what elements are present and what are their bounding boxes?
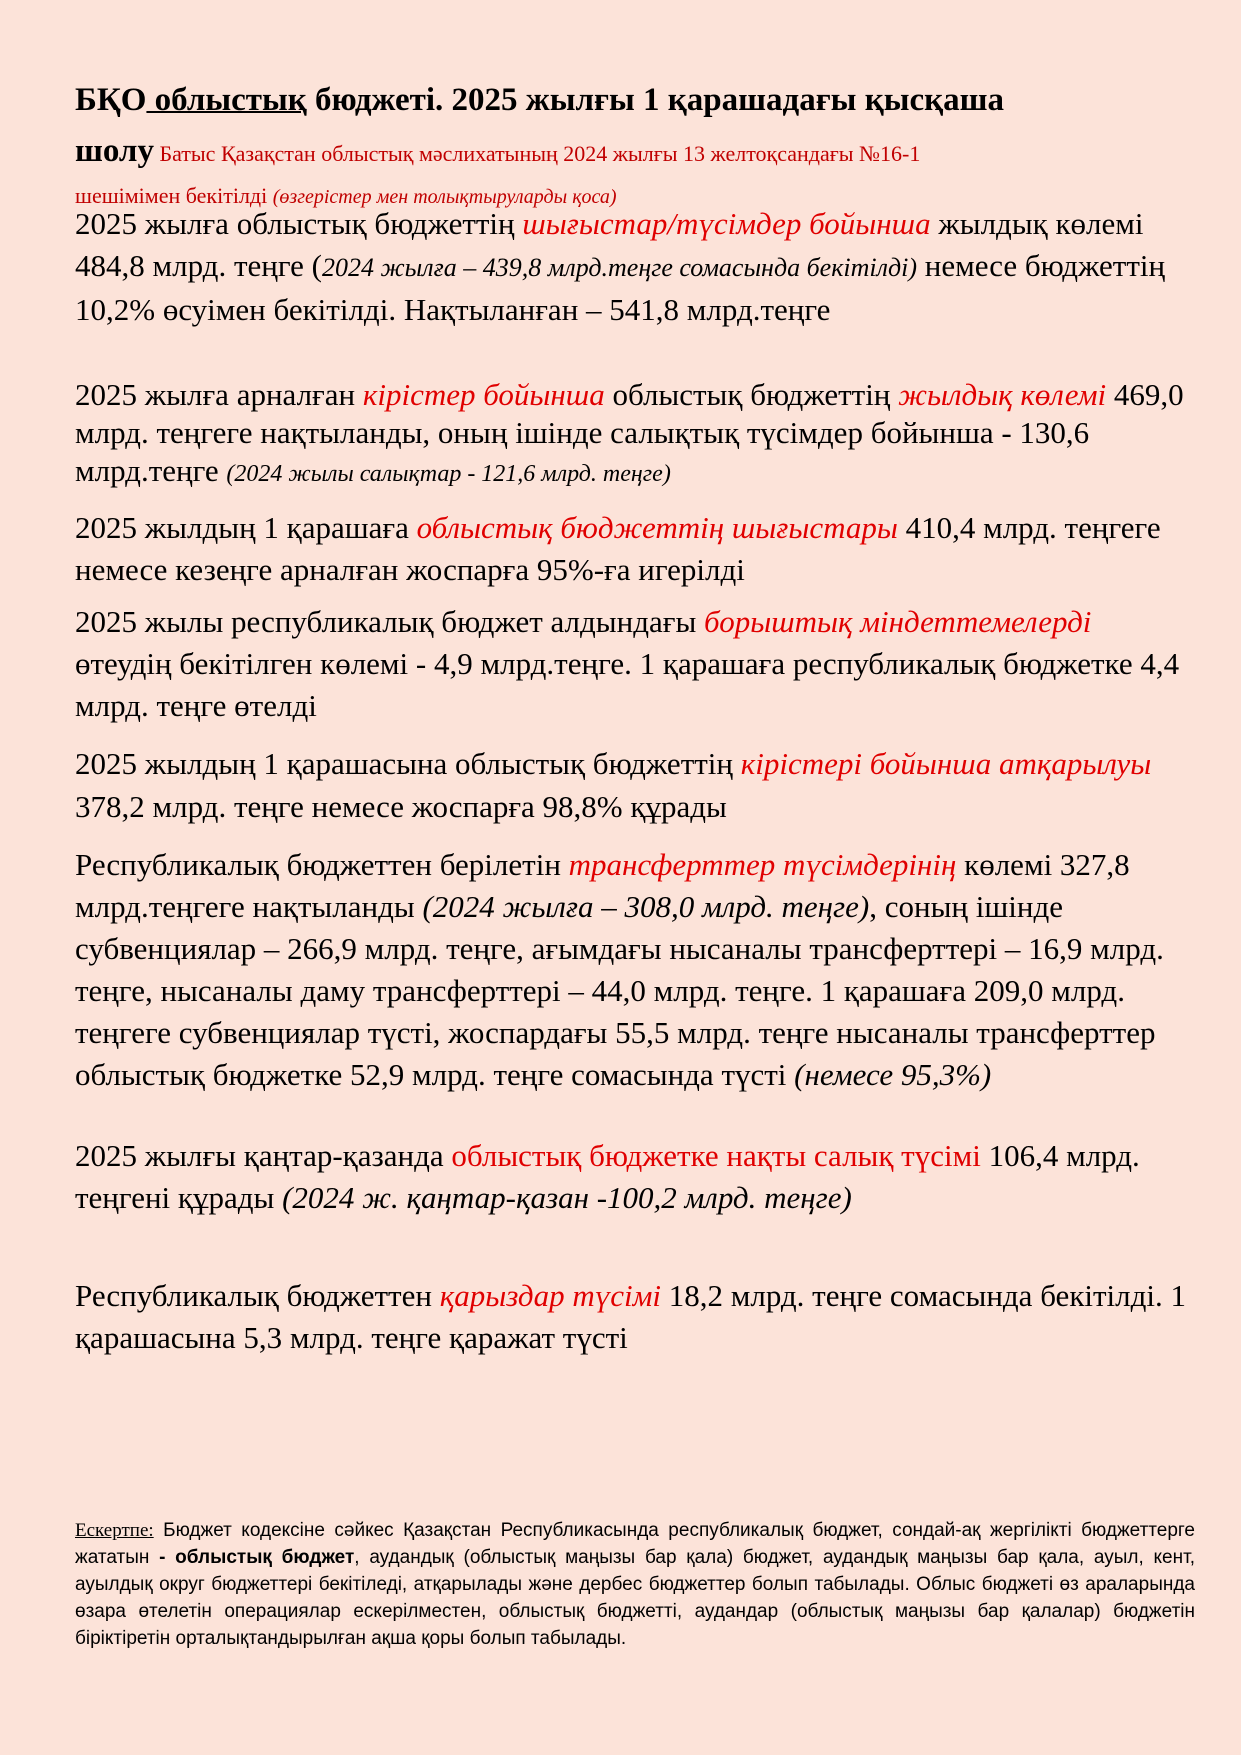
text-run: 2025 жылдың 1 қарашаға bbox=[75, 510, 417, 545]
highlighted-text-run: трансферттер түсімдерінің bbox=[568, 847, 957, 882]
paragraph-revenue-execution bbox=[75, 742, 1195, 828]
text-run: 378,2 млрд. теңге немесе жоспарға 98,8% құрады bbox=[75, 789, 727, 824]
text-run: 106,4 млрд. теңгені құрады bbox=[75, 1138, 1140, 1215]
footnote-text-1: Бюджет кодексіне сәйкес Қазақстан Республикасында республикалық бюджет, сондай-ақ жергілікті бюджеттерге жататын bbox=[75, 1520, 1195, 1568]
paragraph-revenue-volume bbox=[75, 376, 1195, 493]
title-prefix: БҚО bbox=[75, 82, 147, 118]
text-run: 18,2 млрд. теңге сомасында бекітілді. 1 қарашасына 5,3 млрд. теңге қаражат түсті bbox=[75, 1278, 1187, 1355]
footnote-text-2: , аудандық (облыстық маңызы бар қала) бюджет, аудандық маңызы бар қала, ауыл, кент, ауылдық округ бюджеттері бекітіледі, атқарылады және дербес бюджеттер болып табылады. Облыс бюджеті өз араларында өзара өтелетін операциялар ескерілместен, облыстық бюджетті, аудандар (облыстық маңызы бар қалалар) бюджетін біріктіретін орталықтандырылған ақша қоры болып табылады. bbox=[75, 1547, 1195, 1649]
text-run: өтеудің бекітілген көлемі - 4,9 млрд.теңге. 1 қарашаға республикалық бюджетке 4,4 млрд. теңге өтелді bbox=[75, 646, 1180, 723]
text-run: жылдық көлемі 484,8 млрд. теңге ( bbox=[75, 206, 1144, 283]
highlighted-text-run: (2024 ж. қаңтар-қазан -100,2 млрд. теңге) bbox=[282, 1180, 852, 1215]
title-line2: шолу bbox=[75, 133, 154, 169]
highlighted-text-run: қарыздар түсімі bbox=[439, 1278, 661, 1313]
subtitle-decision: Батыс Қазақстан облыстық мәслихатының 2024 жылғы 13 желтоқсандағы №16-1 bbox=[153, 141, 921, 166]
text-run: 469,0 млрд. теңгеге нақтыланды, оның ішінде салықтық түсімдер бойынша - 130,6 млрд.теңге bbox=[75, 377, 1184, 488]
text-run: көлемі 327,8 млрд.теңгеге нақтыланды bbox=[75, 847, 1130, 924]
text-run: 410,4 млрд. теңгеге немесе кезеңге арналған жоспарға 95%-ға игерілді bbox=[75, 510, 1161, 587]
highlighted-text-run: кірістер бойынша bbox=[362, 377, 605, 412]
text-run: 2025 жылы республикалық бюджет алдындағы bbox=[75, 604, 705, 639]
text-run: Республикалық бюджеттен bbox=[75, 1278, 440, 1313]
highlighted-text-run: 2024 жылға – 439,8 млрд.теңге сомасында бекітілді) bbox=[322, 253, 917, 282]
highlighted-text-run: шығыстар/түсімдер бойынша bbox=[522, 206, 931, 241]
footnote-bold-term: - облыстық бюджет bbox=[159, 1547, 355, 1568]
paragraph-transfers bbox=[75, 844, 1195, 1096]
text-run: 2025 жылдың 1 қарашасына облыстық бюджеттің bbox=[75, 746, 741, 781]
paragraph-debt-obligations bbox=[75, 601, 1195, 727]
highlighted-text-run: борыштық міндеттемелерді bbox=[704, 604, 1092, 639]
page-title bbox=[75, 72, 1195, 217]
highlighted-text-run: облыстық бюджетке нақты салық түсімі bbox=[451, 1138, 981, 1173]
paragraph-loans bbox=[75, 1275, 1195, 1359]
highlighted-text-run: (2024 жылы салықтар - 121,6 млрд. теңге) bbox=[226, 461, 671, 487]
subtitle-approved: шешімімен бекітілді bbox=[75, 183, 273, 208]
paragraph-expenditure-volume bbox=[75, 203, 1195, 331]
text-run: облыстық бюджеттің bbox=[604, 377, 899, 412]
text-run: Республикалық бюджеттен берілетін bbox=[75, 847, 569, 882]
text-run: 2025 жылға арналған bbox=[75, 377, 363, 412]
title-underlined-word: облыстық bbox=[146, 82, 307, 118]
highlighted-text-run: кірістері бойынша атқарылуы bbox=[740, 746, 1152, 781]
highlighted-text-run: (2024 жылға – 308,0 млрд. теңге) bbox=[422, 889, 870, 924]
title-rest: бюджеті. 2025 жылғы 1 қарашадағы қысқаша bbox=[306, 82, 1004, 118]
highlighted-text-run: жылдық көлемі bbox=[898, 377, 1107, 412]
highlighted-text-run: облыстық бюджеттің шығыстары bbox=[416, 510, 898, 545]
paragraph-expenditure-execution bbox=[75, 507, 1195, 591]
highlighted-text-run: (немесе 95,3%) bbox=[794, 1057, 992, 1092]
subtitle-amendments-note: (өзгерістер мен толықтыруларды қоса) bbox=[272, 186, 617, 208]
text-run: , соның ішінде субвенциялар – 266,9 млрд. теңге, ағымдағы нысаналы трансферттері – 16,9 млрд. теңге, нысаналы даму трансферттері – 44,0 млрд. теңге. 1 қарашаға 209,0 млрд. теңгеге субвенциялар түсті, жоспардағы 55,5 млрд. теңге нысаналы трансферттер облыстық бюджетке 52,9 млрд. теңге сомасында түсті bbox=[75, 889, 1164, 1092]
text-run: немесе бюджеттің 10,2% өсуімен бекітілді. Нақтыланған – 541,8 млрд.теңге bbox=[75, 248, 1166, 327]
paragraph-tax-receipts bbox=[75, 1135, 1195, 1219]
footnote-label: Ескертпе: bbox=[75, 1520, 154, 1541]
text-run: 2025 жылғы қаңтар-қазанда bbox=[75, 1138, 452, 1173]
footnote bbox=[75, 1517, 1195, 1652]
text-run: 2025 жылға облыстық бюджеттің bbox=[75, 206, 523, 241]
